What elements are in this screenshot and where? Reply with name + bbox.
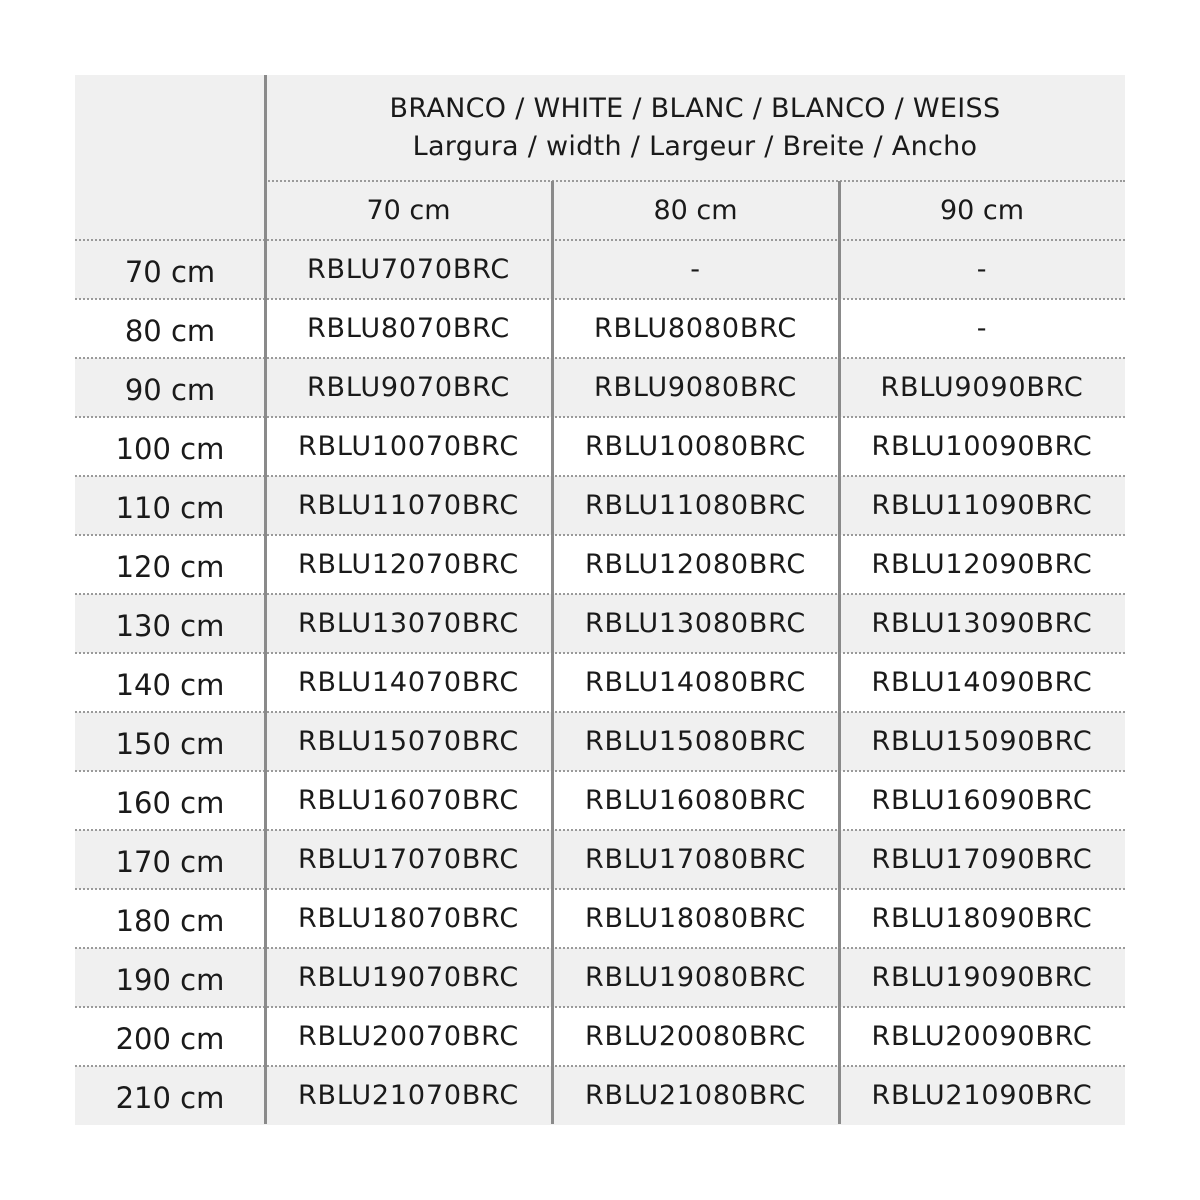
table-row (75, 535, 1125, 594)
width-header-70: 70 cm (366, 195, 451, 226)
product-code-cell: RBLU20070BRC (297, 1021, 520, 1052)
product-code-cell: RBLU18070BRC (297, 903, 520, 934)
row-height-label: 90 cm (124, 372, 216, 407)
product-code-cell: RBLU10090BRC (871, 431, 1093, 462)
product-code-cell: RBLU8080BRC (593, 313, 798, 344)
product-code-cell: RBLU16090BRC (871, 785, 1093, 816)
product-code-cell: RBLU12090BRC (871, 549, 1093, 580)
product-code-cell: RBLU20090BRC (871, 1021, 1093, 1052)
product-code-cell: RBLU12080BRC (584, 549, 807, 580)
row-height-label: 170 cm (115, 844, 225, 879)
table-row (75, 417, 1125, 476)
row-divider (75, 770, 1125, 772)
row-divider (75, 711, 1125, 713)
row-divider (75, 1006, 1125, 1008)
table-title (265, 75, 1125, 181)
product-code-cell: RBLU10070BRC (297, 431, 520, 462)
product-code-cell: RBLU11070BRC (297, 490, 520, 521)
product-code-cell: RBLU18080BRC (584, 903, 807, 934)
table-row (75, 712, 1125, 771)
product-code-cell: RBLU7070BRC (306, 254, 511, 285)
product-code-cell: RBLU19090BRC (871, 962, 1093, 993)
product-code-cell: RBLU16070BRC (297, 785, 520, 816)
table-row (75, 948, 1125, 1007)
row-height-label: 190 cm (115, 962, 225, 997)
table-row (75, 1007, 1125, 1066)
row-divider (75, 239, 1125, 241)
row-divider (75, 416, 1125, 418)
product-code-cell: RBLU18090BRC (871, 903, 1093, 934)
product-code-cell: RBLU14070BRC (297, 667, 520, 698)
row-divider (75, 947, 1125, 949)
row-height-label: 210 cm (115, 1080, 225, 1115)
table-row (75, 594, 1125, 653)
product-code-cell: RBLU15070BRC (297, 726, 520, 757)
product-code-cell: RBLU9080BRC (593, 372, 798, 403)
row-height-label: 80 cm (124, 313, 216, 348)
table-row (75, 771, 1125, 830)
row-divider (75, 829, 1125, 831)
title-color-line: BRANCO / WHITE / BLANC / BLANCO / WEISS (389, 93, 1001, 124)
row-divider (75, 593, 1125, 595)
product-code-cell: RBLU14090BRC (871, 667, 1093, 698)
product-code-cell: - (690, 254, 701, 285)
row-height-label: 140 cm (115, 667, 225, 702)
product-code-cell: RBLU20080BRC (584, 1021, 807, 1052)
table-row (75, 240, 1125, 299)
corner-cell (75, 75, 265, 240)
row-divider (75, 298, 1125, 300)
product-code-cell: RBLU14080BRC (584, 667, 807, 698)
product-code-cell: RBLU21090BRC (871, 1080, 1093, 1111)
product-code-cell: RBLU17090BRC (871, 844, 1093, 875)
product-code-cell: RBLU10080BRC (584, 431, 807, 462)
row-height-label: 150 cm (115, 726, 225, 761)
row-height-label: 110 cm (115, 490, 225, 525)
column-divider-main (264, 75, 267, 1124)
title-width-line: Largura / width / Largeur / Breite / Ancho (412, 131, 978, 162)
row-divider (75, 475, 1125, 477)
column-divider-2 (838, 181, 841, 1124)
product-code-cell: RBLU8070BRC (306, 313, 511, 344)
product-code-cell: RBLU13090BRC (871, 608, 1093, 639)
table-row (75, 830, 1125, 889)
row-divider (75, 888, 1125, 890)
width-header-80: 80 cm (653, 195, 738, 226)
product-code-cell: RBLU15080BRC (584, 726, 807, 757)
product-code-cell: RBLU17070BRC (297, 844, 520, 875)
product-code-cell: RBLU21080BRC (584, 1080, 807, 1111)
row-height-label: 200 cm (115, 1021, 225, 1056)
table-header (75, 75, 1125, 240)
row-height-label: 130 cm (115, 608, 225, 643)
column-divider-1 (551, 181, 554, 1124)
product-code-cell: RBLU19070BRC (297, 962, 520, 993)
product-code-table (75, 75, 1125, 1124)
product-code-cell: RBLU16080BRC (584, 785, 807, 816)
table-row (75, 653, 1125, 712)
product-code-cell: RBLU17080BRC (584, 844, 807, 875)
product-code-cell: RBLU9090BRC (880, 372, 1084, 403)
product-code-cell: RBLU9070BRC (306, 372, 511, 403)
product-code-cell: RBLU19080BRC (584, 962, 807, 993)
product-code-cell: RBLU15090BRC (871, 726, 1093, 757)
product-code-cell: RBLU13080BRC (584, 608, 807, 639)
table-row (75, 1066, 1125, 1125)
table-row (75, 299, 1125, 358)
row-divider (75, 1065, 1125, 1067)
product-code-cell: - (976, 313, 988, 344)
row-height-label: 100 cm (115, 431, 225, 466)
product-code-cell: RBLU11090BRC (871, 490, 1093, 521)
table-row (75, 358, 1125, 417)
product-code-cell: - (976, 254, 988, 285)
row-height-label: 120 cm (115, 549, 225, 584)
row-height-label: 160 cm (115, 785, 225, 820)
row-divider (75, 534, 1125, 536)
row-height-label: 180 cm (115, 903, 225, 938)
table-row (75, 889, 1125, 948)
product-code-cell: RBLU13070BRC (297, 608, 520, 639)
table-row (75, 476, 1125, 535)
width-header-90: 90 cm (939, 195, 1025, 226)
product-code-cell: RBLU12070BRC (297, 549, 520, 580)
row-divider (75, 652, 1125, 654)
product-code-cell: RBLU11080BRC (584, 490, 807, 521)
product-code-cell: RBLU21070BRC (297, 1080, 520, 1111)
row-height-label: 70 cm (124, 254, 216, 289)
row-divider (75, 357, 1125, 359)
